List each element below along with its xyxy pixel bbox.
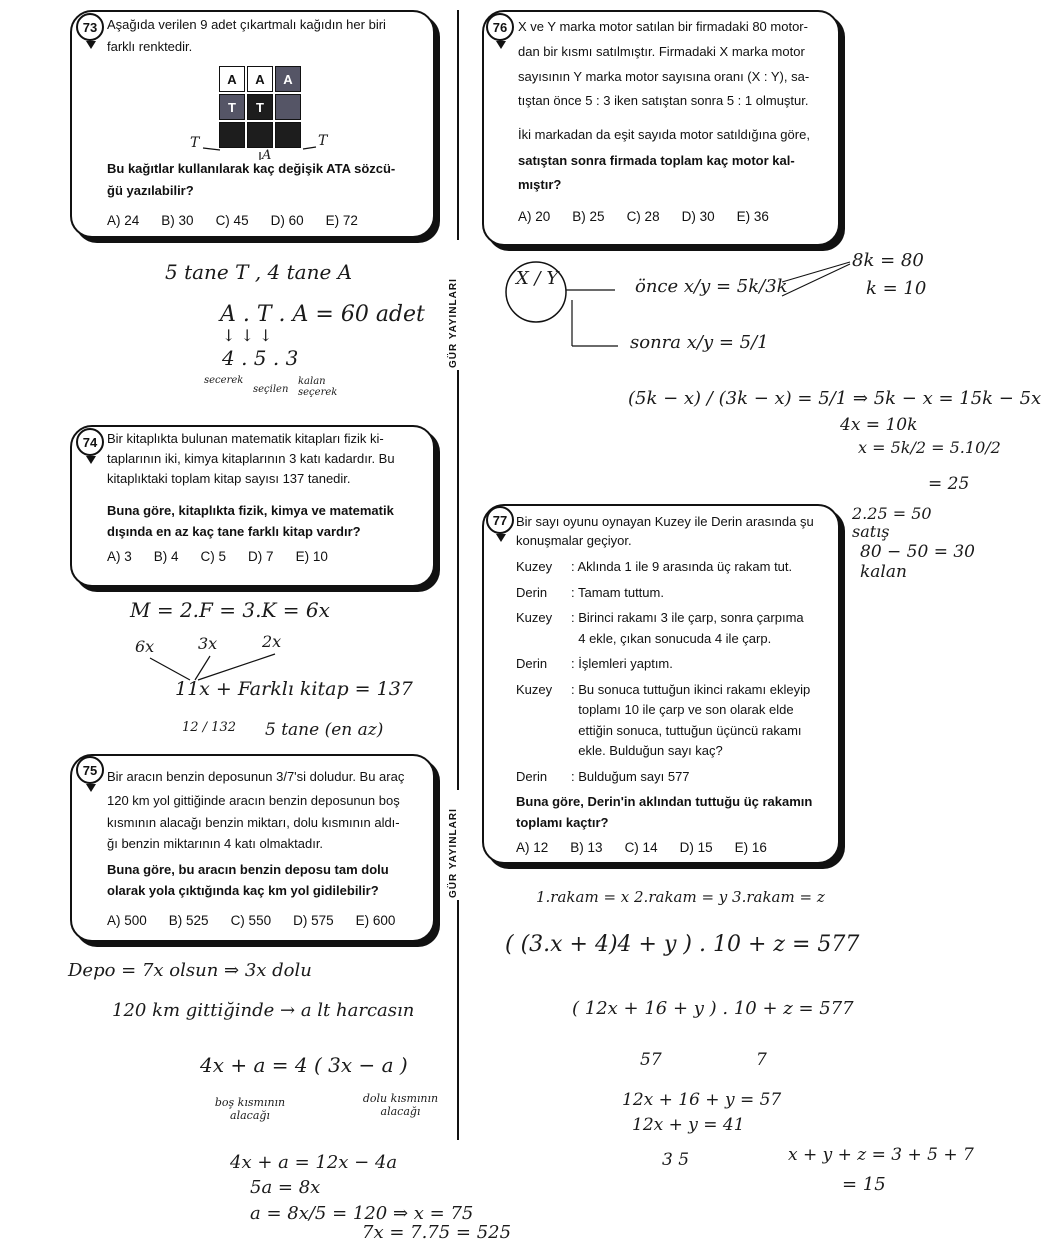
speaker: Kuzey [516,610,553,625]
handwritten-work: k = 10 [866,278,927,299]
sticker-tile: A [247,66,273,92]
handwritten-work: 3 5 [662,1150,690,1170]
handwritten-work: önce x/y = 5k/3k [635,276,788,297]
dialog-text: toplamı 10 ile çarp ve son olarak elde [578,702,794,717]
handwritten-work: 5a = 8x [250,1177,321,1198]
handwritten-work: = 15 [842,1174,886,1195]
q74-question: Buna göre, kitaplıkta fizik, kimya ve matematik [107,503,394,518]
q74-options [107,549,350,564]
q76-text: tıştan önce 5 : 3 iken satıştan sonra 5 : 1 olmuştur. [518,93,809,108]
q76-text: sayısının Y marka motor sayısına oranı (X : Y), sa- [518,69,810,84]
tile-label: A [262,148,272,163]
handwritten-work: 7 [756,1050,767,1070]
q73-text: Aşağıda verilen 9 adet çıkartmalı kağıdın her biri [107,17,386,32]
q77-text: Bir sayı oyunu oynayan Kuzey ile Derin arasında şu [516,514,814,529]
option-a[interactable]: A) 500 [107,913,147,928]
option-b[interactable]: B) 525 [168,913,209,928]
option-e[interactable]: E) 72 [325,213,358,228]
option-a[interactable]: A) 24 [107,213,140,228]
option-a[interactable]: A) 3 [107,549,132,564]
handwritten-work: 4 . 5 . 3 [222,346,299,370]
question-number: 77 [486,506,514,534]
handwritten-note: seçilen [253,384,289,395]
q75-text: Bir aracın benzin deposunun 3/7'si doludur. Bu araç [107,769,405,784]
q73-question: ğü yazılabilir? [107,183,194,198]
handwritten-work: 120 km gittiğinde → a lt harcasın [112,1000,415,1021]
publisher-label: GÜR YAYINLARI [448,278,459,368]
handwritten-work: A . T . A = 60 adet [220,302,425,327]
option-b[interactable]: B) 4 [153,549,179,564]
divider-line [457,10,459,240]
q75-question: olarak yola çıktığında kaç km yol gidilebilir? [107,883,379,898]
handwritten-work: x = 5k/2 = 5.10/2 [858,438,1001,457]
q73-question: Bu kağıtlar kullanılarak kaç değişik ATA sözcü- [107,161,396,176]
sticker-grid [219,66,303,150]
q73-options [107,213,380,228]
option-b[interactable]: B) 25 [572,209,605,224]
option-a[interactable]: A) 12 [516,840,549,855]
option-c[interactable]: C) 14 [624,840,658,855]
q76-question: mıştır? [518,177,562,192]
q75-text: ğı benzin miktarının 4 katı olmaktadır. [107,836,324,851]
handwritten-work: 8k = 80 [852,250,924,271]
speaker: Derin [516,584,548,600]
q74-question: dışında en az kaç tane farklı kitap vardır? [107,524,361,539]
q75-question: Buna göre, bu aracın benzin deposu tam dolu [107,862,389,877]
handwritten-work: X / Y [516,268,559,289]
q74-text: Bir kitaplıkta bulunan matematik kitapları fizik ki- [107,431,384,446]
q76-text: dan bir kısmı satılmıştır. Firmadaki X marka motor [518,44,805,59]
handwritten-work: 12x + y = 41 [632,1115,745,1135]
dialog-text: 4 ekle, çıkan sonucuda 4 ile çarp. [578,630,772,646]
option-d[interactable]: D) 30 [681,209,715,224]
option-c[interactable]: C) 28 [626,209,660,224]
sticker-tile: T [247,94,273,120]
speaker: Kuzey [516,559,553,574]
dialog-line: Kuzey : Aklında 1 ile 9 arasında üç rakam tut. [516,557,826,578]
question-number: 75 [76,756,104,784]
q77-text: konuşmalar geçiyor. [516,533,632,548]
handwritten-work: 2.25 = 50 satış [852,504,932,541]
option-c[interactable]: C) 5 [200,549,227,564]
sticker-tile [275,94,301,120]
q77-question: toplamı kaçtır? [516,815,609,830]
sticker-tile: A [219,66,245,92]
q76-question: satıştan sonra firmada toplam kaç motor kal- [518,153,795,168]
handwritten-work: 5 tane T , 4 tane A [165,260,353,284]
handwritten-work: ↓ ↓ ↓ [222,326,273,345]
dialog-text: Aklında 1 ile 9 arasında üç rakam tut. [577,559,793,574]
option-d[interactable]: D) 575 [293,913,334,928]
handwritten-note: dolu kısmının alacağı [362,1092,439,1118]
tile-label: T [190,135,200,151]
handwritten-work: (5k − x) / (3k − x) = 5/1 ⇒ 5k − x = 15k − 5x [628,388,1041,409]
q75-text: 120 km yol gittiğinde aracın benzin deposunun boş [107,793,400,808]
speaker: Derin [516,768,548,784]
dialog-text: İşlemleri yaptım. [578,656,673,671]
question-number: 73 [76,13,104,41]
option-d[interactable]: D) 15 [679,840,713,855]
question-number: 74 [76,428,104,456]
dialog-text: ekle. Bulduğun sayı kaç? [578,743,723,758]
handwritten-work: Depo = 7x olsun ⇒ 3x dolu [68,960,312,981]
handwritten-work: 12 / 132 [182,720,236,735]
publisher-label: GÜR YAYINLARI [448,808,459,898]
dialog-text: Bu sonuca tuttuğun ikinci rakamı ekleyip [578,681,811,697]
handwritten-work: ( (3.x + 4)4 + y ) . 10 + z = 577 [505,932,860,957]
handwritten-work: 4x = 10k [840,415,918,435]
q76-text: X ve Y marka motor satılan bir firmadaki 80 motor- [518,19,808,34]
q77-question: Buna göre, Derin'in aklından tuttuğu üç rakamın [516,794,813,809]
handwritten-work: sonra x/y = 5/1 [630,332,769,353]
handwritten-work: 6x [135,637,155,656]
sticker-tile: A [275,66,301,92]
speaker: Derin [516,656,548,671]
dialog-line: Kuzey : Birinci rakamı 3 ile çarp, sonra çarpıma 4 ekle, çıkan sonucuda 4 ile çarp. [516,608,826,649]
dialog-text: Bulduğum sayı 577 [578,768,690,784]
dialog-line: Derin : Tamam tuttum. [516,583,826,604]
speaker: Kuzey [516,681,553,697]
question-number: 76 [486,13,514,41]
q77-dialog [516,557,826,787]
option-d[interactable]: D) 60 [270,213,304,228]
option-c[interactable]: C) 45 [215,213,249,228]
handwritten-work: 12x + 16 + y = 57 [622,1090,782,1110]
sticker-tile: T [219,94,245,120]
option-a[interactable]: A) 20 [518,209,551,224]
q74-text: taplarının iki, kimya kitaplarının 3 katı kadardır. Bu [107,451,395,466]
dialog-text: Tamam tuttum. [578,584,664,600]
handwritten-note: boş kısmının alacağı [214,1096,286,1122]
option-b[interactable]: B) 13 [570,840,603,855]
dialog-line: Derin : Bulduğum sayı 577 [516,767,826,788]
handwritten-work: ( 12x + 16 + y ) . 10 + z = 577 [572,998,854,1019]
option-e[interactable]: E) 36 [736,209,769,224]
divider-line [457,370,459,790]
handwritten-work: M = 2.F = 3.K = 6x [130,598,330,622]
dialog-line: Derin : İşlemleri yaptım. [516,654,826,675]
q74-text: kitaplıktaki toplam kitap sayısı 137 tanedir. [107,471,351,486]
option-e[interactable]: E) 16 [734,840,767,855]
q76-options [518,209,791,224]
option-e[interactable]: E) 10 [295,549,328,564]
handwritten-work: 2x [262,632,282,651]
q75-text: kısmının alacağı benzin miktarı, dolu kısmının aldı- [107,815,400,830]
handwritten-work: 1.rakam = x 2.rakam = y 3.rakam = z [536,888,825,906]
handwritten-note: secerek [204,375,244,386]
q77-options [516,840,789,855]
dialog-text: ettiğin sonuca, tuttuğun üçüncü rakamı [578,722,802,738]
option-d[interactable]: D) 7 [248,549,274,564]
handwritten-work: = 25 [928,474,970,494]
handwritten-work: 4x + a = 12x − 4a [230,1152,398,1173]
handwritten-work: 80 − 50 = 30 kalan [860,542,975,582]
handwritten-note: kalan seçerek [298,376,338,398]
handwritten-work: 7x = 7.75 = 525 [362,1222,512,1243]
tile-label: T [318,133,328,149]
handwritten-work: 4x + a = 4 ( 3x − a ) [200,1053,408,1077]
option-c[interactable]: C) 550 [230,913,272,928]
option-b[interactable]: B) 30 [161,213,194,228]
option-e[interactable]: E) 600 [355,913,396,928]
dialog-line: Kuzey : Bu sonuca tuttuğun ikinci rakamı ekleyip toplamı 10 ile çarp ve son olarak elde ettiğin sonuca, tuttuğun üçüncü rakamı ekle. Bulduğun sayı kaç? [516,680,826,762]
handwritten-work: 57 [640,1050,662,1070]
handwritten-work: x + y + z = 3 + 5 + 7 [788,1145,974,1165]
divider-line [457,900,459,1140]
q73-text: farklı renktedir. [107,39,193,54]
handwritten-work: a = 8x/5 = 120 ⇒ x = 75 [250,1203,474,1224]
q76-text: İki markadan da eşit sayıda motor satıldığına göre, [518,127,810,142]
handwritten-work: 11x + Farklı kitap = 137 [175,678,413,700]
dialog-text: Birinci rakamı 3 ile çarp, sonra çarpıma [578,610,804,625]
handwritten-work: 5 tane (en az) [265,720,384,740]
handwritten-work: 3x [198,634,218,653]
q75-options [107,913,417,928]
